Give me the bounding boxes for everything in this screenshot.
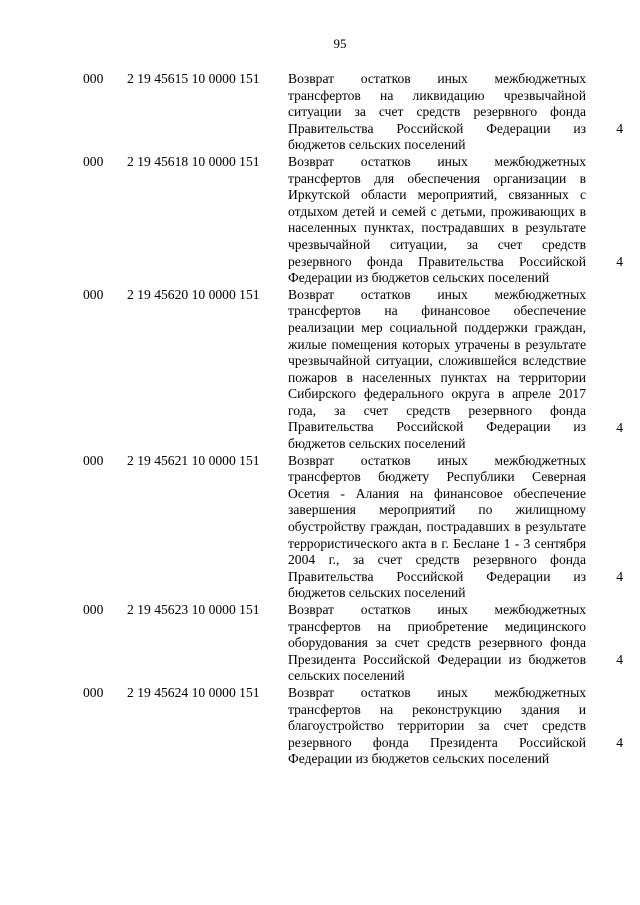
table-row xyxy=(83,71,623,154)
table-row xyxy=(83,154,623,287)
description-cell: Возврат остатков иных межбюджетных трансфертов на ликвидацию чрезвычайной ситуации за счет средств резервного фонда Правительства Российской Федерации из бюджетов сельских поселений xyxy=(288,71,586,153)
description-cell: Возврат остатков иных межбюджетных трансфертов бюджету Республики Северная Осетия - Алания на финансовое обеспечение завершения мероприятий по жилищному обустройству граждан, пострадавших в результате террористического акта в г. Беслане 1 - 3 сентября 2004 г., за счет средств резервного фонда Правительства Российской Федерации из бюджетов сельских поселений xyxy=(288,452,586,601)
value-cell: 4 xyxy=(616,569,623,585)
budget-code-cell: 2 19 45623 10 0000 151 xyxy=(127,602,260,617)
budget-code-cell: 2 19 45620 10 0000 151 xyxy=(127,286,260,302)
budget-code-cell: 2 19 45615 10 0000 151 xyxy=(127,71,260,86)
admin-code-cell: 000 xyxy=(83,286,104,302)
description-cell: Возврат остатков иных межбюджетных трансфертов на приобретение медицинского оборудования за счет средств резервного фонда Президента Российской Федерации из бюджетов сельских поселений xyxy=(288,602,586,684)
table-row xyxy=(83,602,623,685)
description-cell: Возврат остатков иных межбюджетных трансфертов на финансовое обеспечение реализации мер социальной поддержки граждан, жилые помещения которых утрачены в результате чрезвычайной ситуации, сложившейся вследствие пожаров в населенных пунктах на территории Сибирского федерального округа в апреле 2017 года, за счет средств резервного фонда Правительства Российской Федерации из бюджетов сельских поселений xyxy=(288,286,586,452)
admin-code-cell: 000 xyxy=(83,602,104,617)
table-row xyxy=(83,287,623,453)
table-row xyxy=(83,685,623,768)
admin-code-cell: 000 xyxy=(83,684,104,700)
value-cell: 4 xyxy=(616,254,623,270)
table-row xyxy=(83,453,623,602)
page-number: 95 xyxy=(333,36,347,51)
value-cell: 4 xyxy=(616,121,623,137)
description-cell: Возврат остатков иных межбюджетных трансфертов на реконструкцию здания и благоустройство территории за счет средств резервного фонда Президента Российской Федерации из бюджетов сельских поселений xyxy=(288,684,586,767)
budget-code-cell: 2 19 45621 10 0000 151 xyxy=(127,452,260,468)
value-cell: 4 xyxy=(616,420,623,436)
description-cell: Возврат остатков иных межбюджетных трансфертов для обеспечения организации в Иркутской области мероприятий, связанных с отдыхом детей и семей с детьми, проживающих в населенных пунктах, пострадавших в результате чрезвычайной ситуации, за счет средств резервного фонда Правительства Российской Федерации из бюджетов сельских поселений xyxy=(288,153,586,286)
value-cell: 4 xyxy=(616,652,623,668)
admin-code-cell: 000 xyxy=(83,452,104,468)
value-cell: 4 xyxy=(616,735,623,751)
admin-code-cell: 000 xyxy=(83,71,104,86)
budget-code-cell: 2 19 45624 10 0000 151 xyxy=(127,684,260,700)
budget-code-cell: 2 19 45618 10 0000 151 xyxy=(127,153,260,169)
budget-codes-table xyxy=(83,71,623,768)
admin-code-cell: 000 xyxy=(83,153,104,169)
